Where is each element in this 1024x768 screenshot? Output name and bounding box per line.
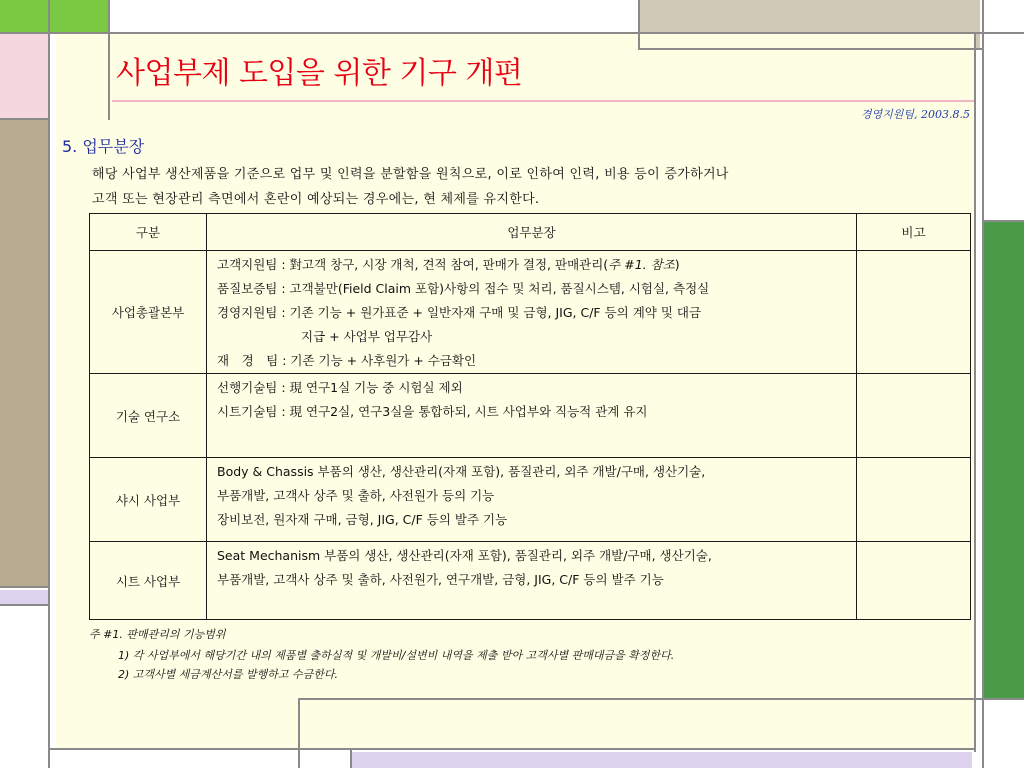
- duty-text: 시트기술팀 : 現 연구2실, 연구3실을 통합하되, 시트 사업부와 직능적 관계 유지: [217, 404, 648, 419]
- footnote-item: 1) 각 사업부에서 해당기간 내의 제품별 출하실적 및 개발비/설변비 내역을 제출 받아 고객사별 판매대금을 확정한다.: [118, 649, 675, 662]
- duty-text: ): [674, 257, 680, 272]
- duty-table: [89, 213, 971, 620]
- duty-line: [217, 568, 848, 592]
- duty-text: 부품개발, 고객사 상주 및 출하, 사전원가 등의 기능: [217, 488, 495, 503]
- divider: [638, 0, 640, 50]
- table-body: [90, 251, 971, 620]
- divider: [982, 0, 984, 768]
- table-row: [90, 458, 971, 542]
- dept-cell: 시트 사업부: [90, 542, 207, 620]
- divider: [0, 118, 50, 120]
- header-cell: 비고: [857, 214, 971, 251]
- decor-lavender-bottom-block: [352, 752, 972, 768]
- section-description-line: 고객 또는 현장관리 측면에서 혼란이 예상되는 경우에는, 현 체제를 유지한다.: [92, 192, 540, 207]
- duty-line: [217, 253, 848, 277]
- duty-line: [217, 325, 848, 349]
- header-cell: 구분: [90, 214, 207, 251]
- divider: [638, 48, 984, 50]
- duty-line: [217, 400, 848, 424]
- divider: [298, 698, 300, 768]
- duty-line: [217, 301, 848, 325]
- duty-cell: [207, 251, 857, 374]
- section-heading: 5. 업무분장: [62, 137, 145, 156]
- divider: [0, 586, 50, 588]
- duty-line: [217, 544, 848, 568]
- divider: [982, 698, 1024, 700]
- duty-line: [217, 508, 848, 532]
- divider: [974, 34, 976, 752]
- divider: [48, 0, 50, 768]
- decor-lavender-block: [0, 590, 48, 604]
- footnote-title: 주 #1. 판매관리의 기능범위: [89, 628, 226, 641]
- duty-text: 품질보증팀 : 고객불만(Field Claim 포함)사항의 접수 및 처리, 품질시스템, 시험실, 측정실: [217, 281, 710, 296]
- divider: [50, 748, 976, 750]
- duty-text: 장비보전, 원자재 구매, 금형, JIG, C/F 등의 발주 기능: [217, 512, 508, 527]
- duty-cell: [207, 374, 857, 458]
- duty-line: [217, 349, 848, 373]
- duty-line: [217, 484, 848, 508]
- table-row: [90, 251, 971, 374]
- note-cell: [857, 374, 971, 458]
- duty-text: 부품개발, 고객사 상주 및 출하, 사전원가, 연구개발, 금형, JIG, C/F 등의 발주 기능: [217, 572, 664, 587]
- dept-cell: 사업총괄본부: [90, 251, 207, 374]
- decor-tan-block: [0, 120, 48, 586]
- divider: [982, 220, 1024, 222]
- note-cell: [857, 458, 971, 542]
- duty-cell: [207, 542, 857, 620]
- duty-text: Body & Chassis 부품의 생산, 생산관리(자재 포함), 품질관리, 외주 개발/구매, 생산기술,: [217, 464, 706, 479]
- divider: [108, 0, 110, 120]
- duty-text: 선행기술팀 : 現 연구1실 기능 중 시험실 제외: [217, 380, 463, 395]
- duty-line: [217, 376, 848, 400]
- duty-cell: [207, 458, 857, 542]
- decor-green-block: [0, 0, 110, 32]
- duty-text: 재 경 팀 : 기존 기능 + 사후원가 + 수금확인: [217, 353, 477, 368]
- duty-text: 고객지원팀 : 對고객 창구, 시장 개척, 견적 참여, 판매가 결정, 판매관리(: [217, 257, 609, 272]
- note-cell: [857, 251, 971, 374]
- divider: [0, 604, 50, 606]
- table-header-row: [90, 214, 971, 251]
- duty-line: [217, 460, 848, 484]
- section-description-line: 해당 사업부 생산제품을 기준으로 업무 및 인력을 분할함을 원칙으로, 이로 인하여 인력, 비용 등이 증가하거나: [92, 167, 729, 182]
- table-row: [90, 374, 971, 458]
- divider: [350, 750, 352, 768]
- decor-green-side-block: [984, 222, 1024, 698]
- duty-text: Seat Mechanism 부품의 생산, 생산관리(자재 포함), 품질관리, 외주 개발/구매, 생산기술,: [217, 548, 712, 563]
- duty-line: [217, 277, 848, 301]
- dept-cell: 기술 연구소: [90, 374, 207, 458]
- header-cell: 업무분장: [207, 214, 857, 251]
- duty-text: 지급 + 사업부 업무감사: [301, 329, 433, 344]
- decor-pink-block: [0, 34, 48, 120]
- duty-text: 경영지원팀 : 기존 기능 + 원가표준 + 일반자재 구매 및 금형, JIG, C/F 등의 계약 및 대금: [217, 305, 702, 320]
- footnote-item: 2) 고객사별 세금계산서를 발행하고 수금한다.: [118, 668, 339, 681]
- slide-title: 사업부제 도입을 위한 기구 개편: [116, 56, 523, 91]
- footnote-reference: 주 #1. 참조: [608, 257, 675, 272]
- divider: [0, 32, 1024, 34]
- dept-cell: 샤시 사업부: [90, 458, 207, 542]
- divider: [298, 698, 984, 700]
- note-cell: [857, 542, 971, 620]
- author-date: 경영지원팀, 2003.8.5: [860, 108, 970, 121]
- table-row: [90, 542, 971, 620]
- title-underline: [112, 100, 974, 102]
